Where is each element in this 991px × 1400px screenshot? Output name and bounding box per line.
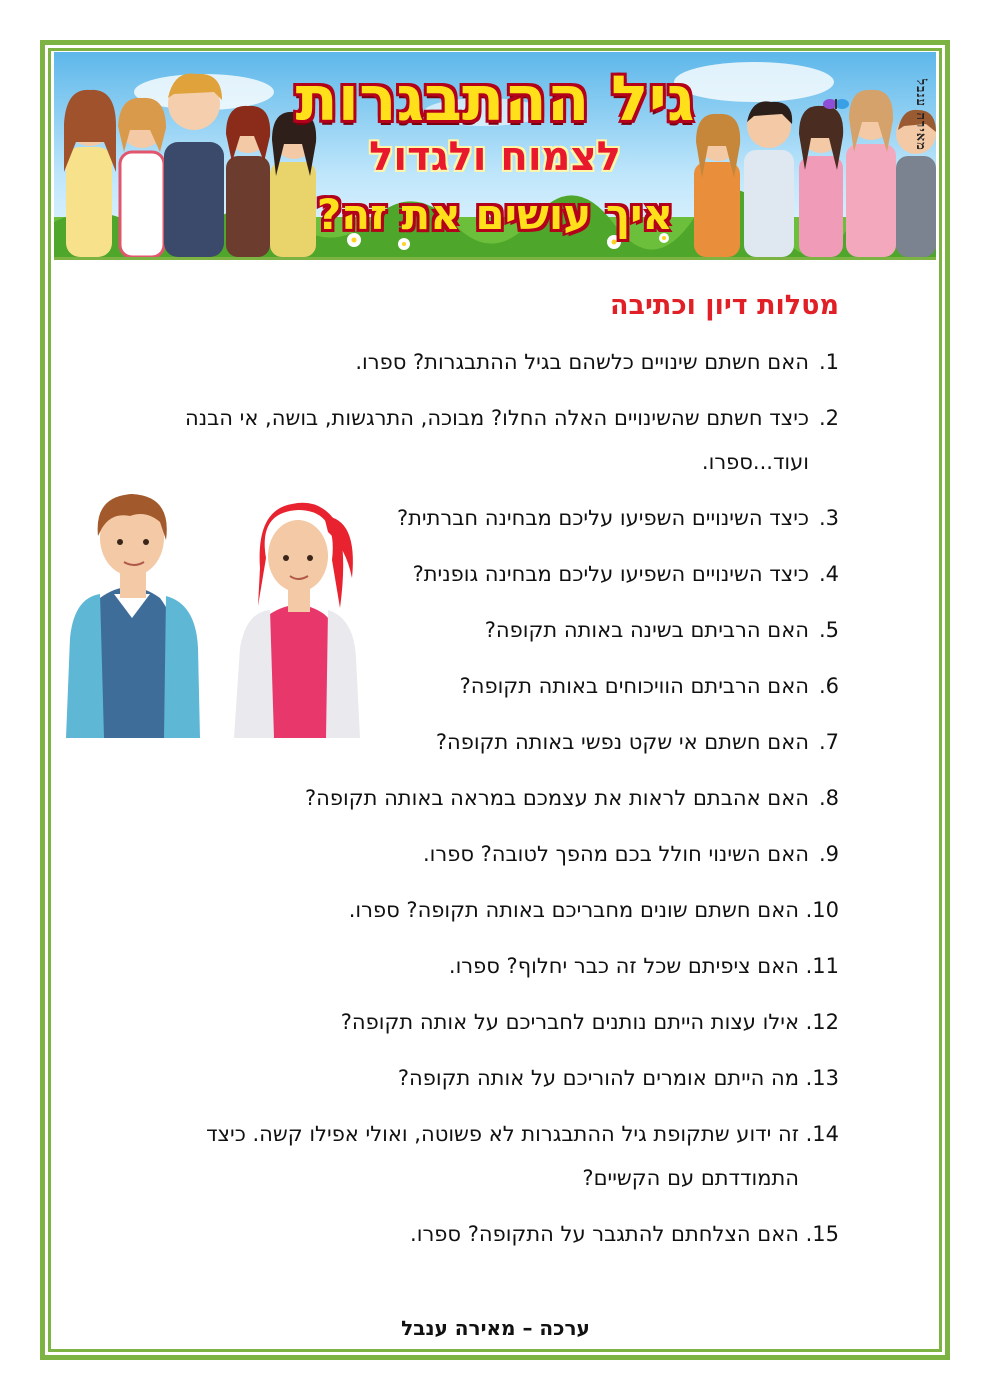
question-text: האם הצלחתם להתגבר על התקופה? ספרו. [410,1222,799,1246]
banner-title: גיל ההתבגרות [295,62,695,135]
question-number: 9. [818,842,839,866]
question-number: 15. [805,1222,839,1246]
question-number: 11. [805,954,839,978]
question-number: 1. [818,350,839,374]
questions-list [149,340,839,1268]
question-number: 4. [818,562,839,586]
question-text: כיצד חשתם שהשינויים האלה החלו? מבוכה, התרגשות, בושה, אי הבנה ועוד...ספרו. [184,406,809,474]
question-item [149,888,839,932]
question-number: 5. [818,618,839,642]
question-text: מה הייתם אומרים להוריכם על אותה תקופה? [397,1066,799,1090]
question-number: 13. [805,1066,839,1090]
question-item [149,832,839,876]
question-item [149,552,839,596]
question-text: אילו עצות הייתם נותנים לחבריכם על אותה תקופה? [340,1010,799,1034]
question-text: האם חשתם שונים מחבריכם באותה תקופה? ספרו. [348,898,799,922]
question-number: 8. [818,786,839,810]
page-heading: מטלות דיון וכתיבה [609,290,839,321]
question-text: האם הרביתם בשינה באותה תקופה? [484,618,809,642]
question-text: האם אהבתם לראות את עצמכם במראה באותה תקופה? [305,786,809,810]
question-item [149,944,839,988]
question-number: 3. [818,506,839,530]
question-item [149,1000,839,1044]
header-banner [54,52,936,260]
banner-tagline: איך עושים את זה? [316,190,674,239]
question-item [149,776,839,820]
footer-credit: ערכה – מאירה ענבל [401,1316,590,1340]
question-number: 2. [818,406,839,430]
question-text: כיצד השינויים השפיעו עליכם מבחינה גופנית? [412,562,809,586]
question-item [149,340,839,384]
question-item [149,608,839,652]
question-item [329,496,839,540]
question-text: האם ציפיתם שכל זה כבר יחלוף? ספרו. [448,954,799,978]
question-number: 12. [805,1010,839,1034]
question-number: 6. [818,674,839,698]
question-item [149,1112,839,1200]
question-number: 7. [818,730,839,754]
question-text: האם הרביתם הוויכוחים באותה תקופה? [459,674,809,698]
question-item [149,664,839,708]
question-item [149,1212,839,1256]
question-item [149,396,839,484]
question-text: האם חשתם אי שקט נפשי באותה תקופה? [435,730,809,754]
author-signature: מאירה ענבל [913,79,928,151]
question-text: כיצד השינויים השפיעו עליכם מבחינה חברתית? [396,506,809,530]
question-number: 14. [805,1122,839,1146]
question-text: האם חשתם שינויים כלשהם בגיל ההתבגרות? ספרו. [355,350,809,374]
question-text: זה ידוע שתקופת גיל ההתבגרות לא פשוטה, ואולי אפילו קשה. כיצד התמודדתם עם הקשיים? [206,1122,799,1190]
banner-subtitle: לצמוח ולגדול [369,134,621,180]
question-item [149,720,839,764]
question-number: 10. [805,898,839,922]
question-item [149,1056,839,1100]
question-text: האם השינוי חולל בכם מהפך לטובה? ספרו. [422,842,809,866]
